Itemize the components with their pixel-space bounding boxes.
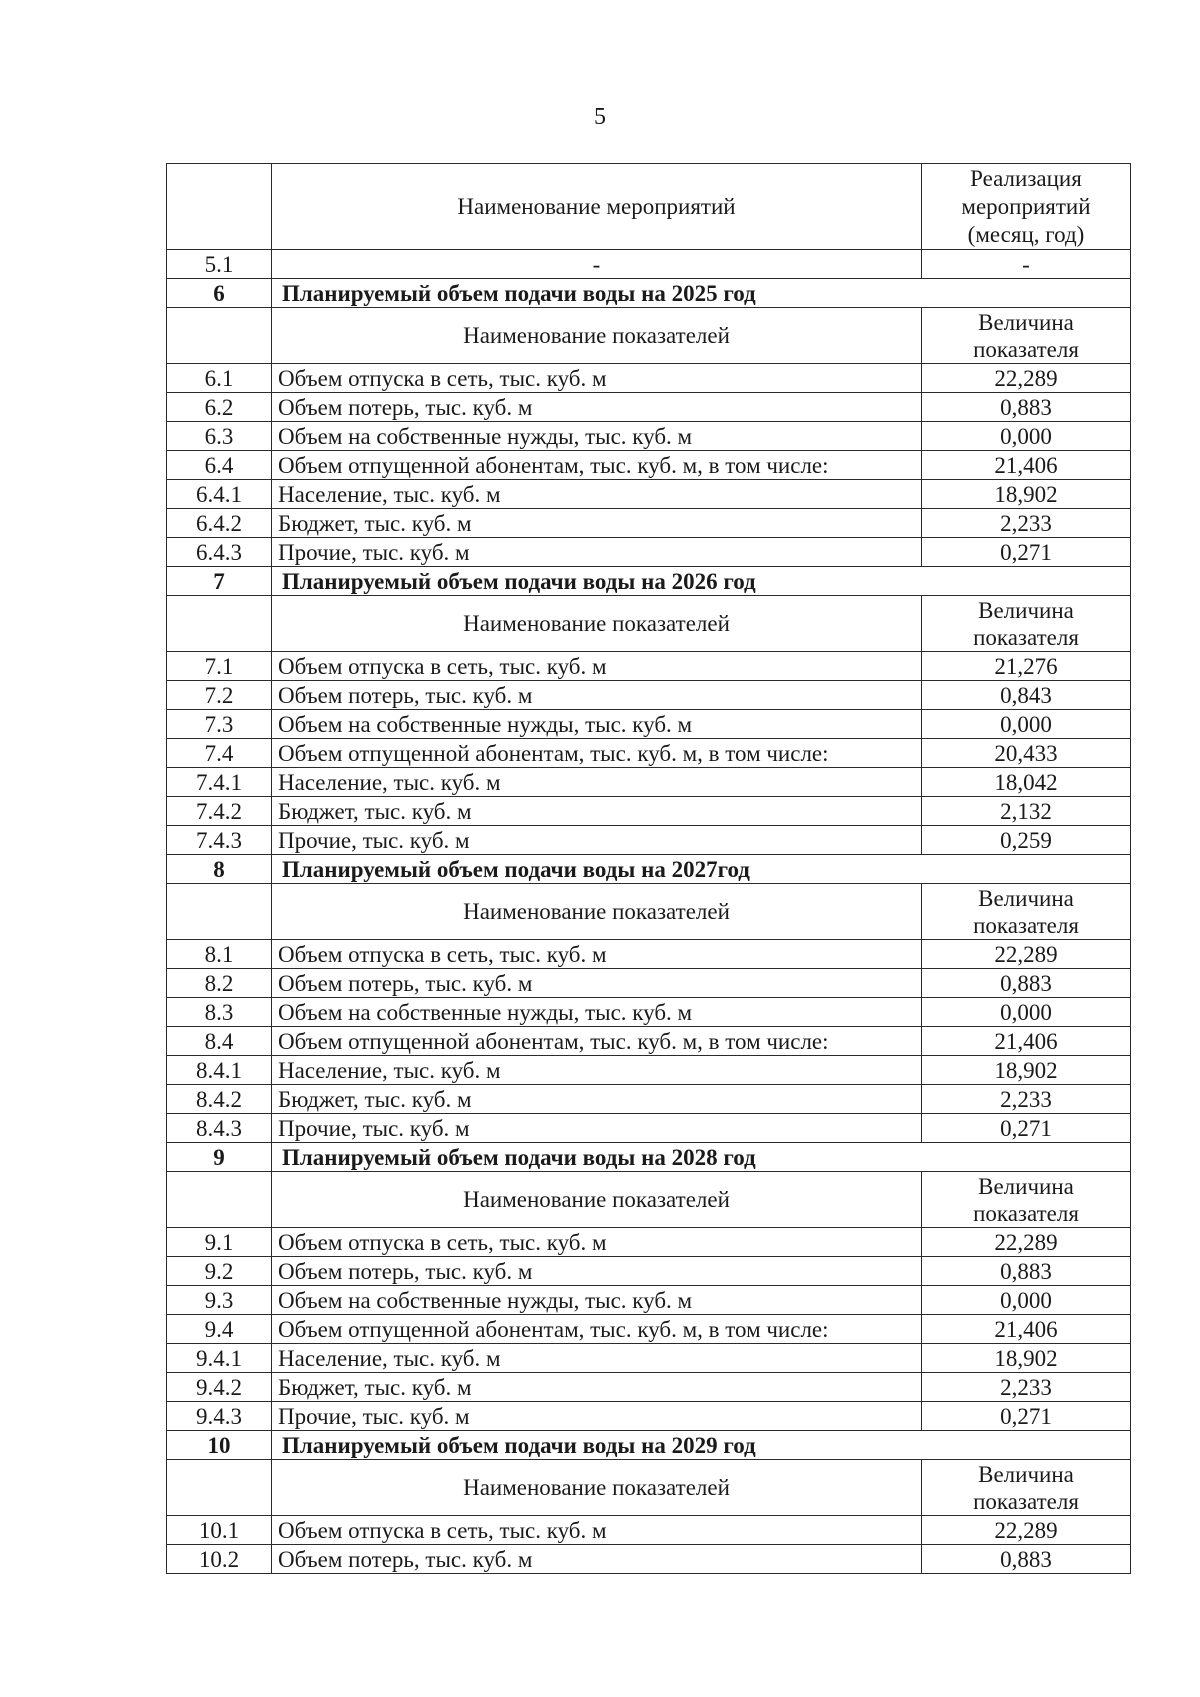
section-number: 8 (167, 855, 272, 884)
row-name: Объем отпуска в сеть, тыс. куб. м (272, 940, 922, 969)
row-value: 0,271 (922, 1402, 1131, 1431)
row-number: 8.4.1 (167, 1056, 272, 1085)
section-header-number-cell (167, 1460, 272, 1516)
row-value: 21,406 (922, 451, 1131, 480)
section-header-value: Величина показателя (922, 308, 1131, 364)
row-value: 2,233 (922, 509, 1131, 538)
row-name: Бюджет, тыс. куб. м (272, 797, 922, 826)
row-value: 0,883 (922, 969, 1131, 998)
section-header-name: Наименование показателей (272, 596, 922, 652)
row-name: Объем на собственные нужды, тыс. куб. м (272, 1286, 922, 1315)
table-header-row (167, 164, 1131, 250)
row-name: Население, тыс. куб. м (272, 768, 922, 797)
table-row (167, 940, 1131, 969)
section-number: 6 (167, 279, 272, 308)
row-value: 0,000 (922, 422, 1131, 451)
row-number: 7.1 (167, 652, 272, 681)
row-name: Объем отпущенной абонентам, тыс. куб. м, в том числе: (272, 1315, 922, 1344)
row-number: 7.4.1 (167, 768, 272, 797)
row-name: Объем потерь, тыс. куб. м (272, 681, 922, 710)
header-name-cell: Наименование мероприятий (272, 164, 922, 250)
row-name: Объем отпущенной абонентам, тыс. куб. м, в том числе: (272, 1027, 922, 1056)
section-header-value: Величина показателя (922, 884, 1131, 940)
row-value: 22,289 (922, 940, 1131, 969)
row-name: Объем отпуска в сеть, тыс. куб. м (272, 1228, 922, 1257)
row-number: 7.4 (167, 739, 272, 768)
table-row (167, 538, 1131, 567)
row-number: 7.4.3 (167, 826, 272, 855)
table-row (167, 1257, 1131, 1286)
row-number: 9.4 (167, 1315, 272, 1344)
row-value: 0,271 (922, 1114, 1131, 1143)
row-value: 20,433 (922, 739, 1131, 768)
row-value: 2,233 (922, 1085, 1131, 1114)
table-row (167, 681, 1131, 710)
row-value: 2,233 (922, 1373, 1131, 1402)
row-number: 9.4.1 (167, 1344, 272, 1373)
section-number: 7 (167, 567, 272, 596)
table-row (167, 1056, 1131, 1085)
section-header-row (167, 308, 1131, 364)
section-header-name: Наименование показателей (272, 1172, 922, 1228)
table-row (167, 652, 1131, 681)
row-value: 0,843 (922, 681, 1131, 710)
table-row (167, 710, 1131, 739)
section-header-name: Наименование показателей (272, 308, 922, 364)
row-value: 21,406 (922, 1027, 1131, 1056)
row-number: 5.1 (167, 250, 272, 279)
section-title-row (167, 1431, 1131, 1460)
row-value: 0,000 (922, 998, 1131, 1027)
table-row (167, 364, 1131, 393)
row-number: 8.4 (167, 1027, 272, 1056)
table-row (167, 1315, 1131, 1344)
row-number: 8.1 (167, 940, 272, 969)
row-number: 9.3 (167, 1286, 272, 1315)
header-value-cell: Реализация мероприятий (месяц, год) (922, 164, 1131, 250)
section-title: Планируемый объем подачи воды на 2025 год (272, 279, 1131, 308)
row-number: 8.4.3 (167, 1114, 272, 1143)
table-row (167, 768, 1131, 797)
section-header-row (167, 1172, 1131, 1228)
section-title-row (167, 567, 1131, 596)
table-row (167, 1373, 1131, 1402)
row-name: Объем потерь, тыс. куб. м (272, 1545, 922, 1574)
table-row (167, 393, 1131, 422)
row-number: 7.3 (167, 710, 272, 739)
row-name: Население, тыс. куб. м (272, 480, 922, 509)
row-value: - (922, 250, 1131, 279)
row-value: 0,000 (922, 1286, 1131, 1315)
row-value: 22,289 (922, 1228, 1131, 1257)
page-number: 5 (594, 104, 606, 130)
water-supply-plan-table (166, 163, 1131, 1574)
table-row (167, 1286, 1131, 1315)
table-row (167, 1228, 1131, 1257)
row-name: Объем на собственные нужды, тыс. куб. м (272, 422, 922, 451)
row-number: 9.2 (167, 1257, 272, 1286)
row-name: Объем потерь, тыс. куб. м (272, 1257, 922, 1286)
row-number: 6.4.1 (167, 480, 272, 509)
section-header-name: Наименование показателей (272, 1460, 922, 1516)
table-row (167, 969, 1131, 998)
table-row (167, 1545, 1131, 1574)
section-header-number-cell (167, 308, 272, 364)
table-row (167, 826, 1131, 855)
table-row (167, 998, 1131, 1027)
table-row (167, 1027, 1131, 1056)
row-number: 6.4 (167, 451, 272, 480)
row-value: 22,289 (922, 1516, 1131, 1545)
row-name: Объем на собственные нужды, тыс. куб. м (272, 710, 922, 739)
section-header-row (167, 596, 1131, 652)
header-number-cell (167, 164, 272, 250)
table-row (167, 1516, 1131, 1545)
section-title: Планируемый объем подачи воды на 2028 год (272, 1143, 1131, 1172)
row-number: 8.2 (167, 969, 272, 998)
row-name: Бюджет, тыс. куб. м (272, 1373, 922, 1402)
row-value: 0,271 (922, 538, 1131, 567)
table-row (167, 797, 1131, 826)
row-value: 0,883 (922, 1257, 1131, 1286)
row-name: Прочие, тыс. куб. м (272, 1114, 922, 1143)
section-title-row (167, 1143, 1131, 1172)
table-body (167, 164, 1131, 1574)
row-number: 6.2 (167, 393, 272, 422)
row-value: 18,042 (922, 768, 1131, 797)
row-value: 21,406 (922, 1315, 1131, 1344)
table-row (167, 1114, 1131, 1143)
row-name: Население, тыс. куб. м (272, 1056, 922, 1085)
section-header-row (167, 884, 1131, 940)
row-number: 8.3 (167, 998, 272, 1027)
row-value: 0,000 (922, 710, 1131, 739)
row-name: Объем отпущенной абонентам, тыс. куб. м, в том числе: (272, 451, 922, 480)
table-row (167, 250, 1131, 279)
section-header-name: Наименование показателей (272, 884, 922, 940)
row-name: Объем отпущенной абонентам, тыс. куб. м, в том числе: (272, 739, 922, 768)
row-number: 9.4.3 (167, 1402, 272, 1431)
row-value: 2,132 (922, 797, 1131, 826)
table-row (167, 739, 1131, 768)
section-header-number-cell (167, 1172, 272, 1228)
row-number: 9.4.2 (167, 1373, 272, 1402)
section-header-number-cell (167, 884, 272, 940)
row-value: 18,902 (922, 1344, 1131, 1373)
section-title: Планируемый объем подачи воды на 2029 год (272, 1431, 1131, 1460)
row-value: 22,289 (922, 364, 1131, 393)
section-number: 10 (167, 1431, 272, 1460)
section-header-row (167, 1460, 1131, 1516)
row-name: Прочие, тыс. куб. м (272, 538, 922, 567)
row-name: Бюджет, тыс. куб. м (272, 509, 922, 538)
section-title: Планируемый объем подачи воды на 2027год (272, 855, 1131, 884)
section-header-number-cell (167, 596, 272, 652)
table-row (167, 1402, 1131, 1431)
row-name: Объем отпуска в сеть, тыс. куб. м (272, 364, 922, 393)
row-name: Объем потерь, тыс. куб. м (272, 393, 922, 422)
row-name: Объем отпуска в сеть, тыс. куб. м (272, 1516, 922, 1545)
row-name: Объем потерь, тыс. куб. м (272, 969, 922, 998)
row-number: 10.2 (167, 1545, 272, 1574)
row-value: 21,276 (922, 652, 1131, 681)
row-value: 0,259 (922, 826, 1131, 855)
row-number: 7.2 (167, 681, 272, 710)
row-name: Население, тыс. куб. м (272, 1344, 922, 1373)
row-name: Бюджет, тыс. куб. м (272, 1085, 922, 1114)
table-row (167, 480, 1131, 509)
row-number: 8.4.2 (167, 1085, 272, 1114)
section-number: 9 (167, 1143, 272, 1172)
section-header-value: Величина показателя (922, 1460, 1131, 1516)
section-header-value: Величина показателя (922, 596, 1131, 652)
row-number: 9.1 (167, 1228, 272, 1257)
section-title-row (167, 855, 1131, 884)
row-value: 0,883 (922, 393, 1131, 422)
row-number: 6.4.2 (167, 509, 272, 538)
section-title-row (167, 279, 1131, 308)
table-row (167, 509, 1131, 538)
row-number: 7.4.2 (167, 797, 272, 826)
row-value: 18,902 (922, 1056, 1131, 1085)
section-title: Планируемый объем подачи воды на 2026 год (272, 567, 1131, 596)
row-name: Объем на собственные нужды, тыс. куб. м (272, 998, 922, 1027)
section-header-value: Величина показателя (922, 1172, 1131, 1228)
row-name: Прочие, тыс. куб. м (272, 1402, 922, 1431)
row-number: 6.3 (167, 422, 272, 451)
row-number: 10.1 (167, 1516, 272, 1545)
row-value: 18,902 (922, 480, 1131, 509)
row-name: Объем отпуска в сеть, тыс. куб. м (272, 652, 922, 681)
row-number: 6.1 (167, 364, 272, 393)
row-value: 0,883 (922, 1545, 1131, 1574)
table-row (167, 1344, 1131, 1373)
table-row (167, 422, 1131, 451)
table-row (167, 1085, 1131, 1114)
table-row (167, 451, 1131, 480)
row-number: 6.4.3 (167, 538, 272, 567)
row-name: Прочие, тыс. куб. м (272, 826, 922, 855)
row-name: - (272, 250, 922, 279)
